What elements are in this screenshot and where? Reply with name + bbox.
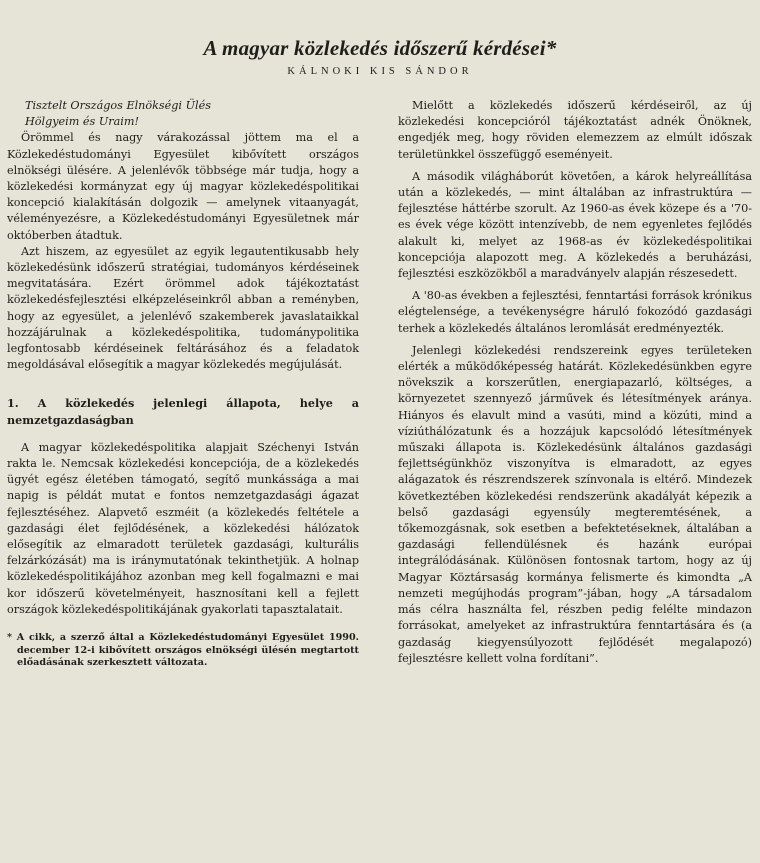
paragraph: A magyar közlekedéspolitika alapjait Széchenyi István rakta le. Nemcsak közlekedési koncepciója, de a közlekedés ügyét egész életében támogató, segítő munkássága a mai napig is példát mutat e fontos nemzetgazdasági ágazat fejlesztéséhez. Alapvető eszméit (a közlekedés feltétele a gazdasági élet fejlődésének, a közlekedési hálózatok elősegítik az elmaradott területek gazdasági, kulturális felzárkózását) ma is iránymutatónak tekinthetjük. A holnap közlekedéspolitikájához azonban meg kell fogalmazni e mai kor időszerű követelményeit, hasznosítani kell a fejlett országok közlekedéspolitikájának gyakorlati tapasztalatait. <box>7 440 359 616</box>
right-column <box>398 98 752 667</box>
article-title: A magyar közlekedés időszerű kérdései* <box>203 36 557 60</box>
paragraph: Jelenlegi közlekedési rendszereink egyes területeken elérték a működőképesség határát. Közlekedésünkben egyre növekszik a korszerűtlen, energiapazarló, költséges, a környezetet szennyező járművek és létesítmények aránya. Hiányos és elavult mind a vasúti, mind a közúti, mind a víziúthálózatunk és a hozzájuk kapcsolódó létesítmények műszaki állapota is. Közlekedésünk általános gazdasági fejlettségünkhöz viszonyítva is elmaradott, az egyes alágazatok és részrendszerek színvonala is eltérő. Mindezek következtében közlekedési rendszerünk akadályát képezik a belső gazdasági egyensúly megteremtésének, a tőkemozgásnak, sok esetben a befektetéseknek, általában a gazdasági fellendülésnek és hazánk európai integrálódásának. Különösen fontosnak tartom, hogy az új Magyar Köztársaság kormánya felismerte és kimondta „A nemzeti megújhodás program”-jában, hogy „A társadalom más célra használta fel, részben pedig felélte mindazon forrásokat, amelyeket az infrastruktúra fenntartására és (a gazdaság kiegyensúlyozott fejlődését megalapozó) fejlesztésre kellett volna fordítani”. <box>398 343 752 665</box>
paragraph: Örömmel és nagy várakozással jöttem ma el a Közlekedéstudományi Egyesület kibővített országos elnökségi ülésére. A jelenlévők többsége már tudja, hogy a közlekedési kormányzat egy új magyar közlekedéspolitikai koncepció kialakításán dolgozik — amelynek vitaanyagát, véleményezésre, a Közlekedéstudományi Egyesületnek már októberben átadtuk. <box>7 131 359 242</box>
paragraph: A második világháborút követően, a károk helyreállítása után a közlekedés, — mint általában az infrastruktúra — fejlesztése háttérbe szorult. Az 1960-as évek közepe és a '70-es évek vége között intenzívebb, de nem egyenletes fejlődés alakult ki, melyet az 1968-as év közlekedéspolitikai koncepciója alapozott meg. A közlekedés a beruházási, fejlesztési eszközökből a maradványelv alapján részesedett. <box>398 169 752 281</box>
paragraph: Azt hiszem, az egyesület az egyik legautentikusabb hely közlekedésünk időszerű stratégiai, tudományos kérdéseinek megvitatására. Ezért örömmel adok tájékoztatást közlekedésfejlesztési elképzeléseinkről abban a reményben, hogy az egyesület, a jelenlévő szakemberek javaslataikkal hozzájárulnak a közlekedéspolitika, tudománypolitika legfontosabb kérdéseinek feltárásához és a feladatok megoldásával elősegítik a magyar közlekedés megújulását. <box>7 244 359 372</box>
section-heading: 1. A közlekedés jelenlegi állapota, helye a nemzetgazdaságban <box>7 396 359 427</box>
left-column <box>7 98 359 670</box>
salutation-line-2: Hölgyeim és Uraim! <box>25 115 139 129</box>
salutation-line-1: Tisztelt Országos Elnökségi Ülés <box>25 99 211 112</box>
paragraph: A '80-as években a fejlesztési, fenntartási források krónikus elégtelensége, a tevékenységre háruló fokozódó gazdasági terhek a közlekedés általános leromlását eredményezték. <box>398 289 752 335</box>
article-author: KÁLNOKI KIS SÁNDOR <box>287 66 473 77</box>
paragraph: Mielőtt a közlekedés időszerű kérdéseiről, az új közlekedési koncepcióról tájékoztatást adnék Önöknek, engedjék meg, hogy röviden elemezzem az elmúlt időszak területünkkel összefüggő eseményeit. <box>398 99 752 161</box>
footnote: * A cikk, a szerző által a Közlekedéstudományi Egyesület 1990. december 12-i kibővített országos elnökségi ülésén megtartott előadásának szerkesztett változata. <box>7 632 359 669</box>
